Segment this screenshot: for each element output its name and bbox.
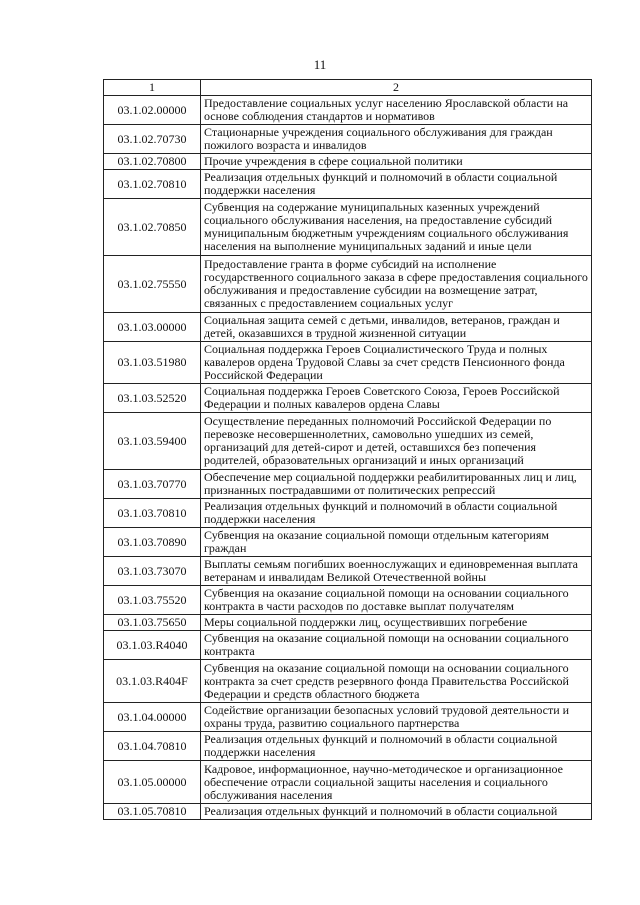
row-code: 03.1.05.00000 bbox=[104, 761, 201, 804]
row-code: 03.1.03.70890 bbox=[104, 528, 201, 557]
table-row bbox=[104, 703, 592, 732]
table-row bbox=[104, 96, 592, 125]
table-row bbox=[104, 154, 592, 170]
table-row bbox=[104, 413, 592, 470]
row-code: 03.1.03.R404F bbox=[104, 660, 201, 703]
row-code: 03.1.03.52520 bbox=[104, 384, 201, 413]
row-name: Прочие учреждения в сфере социальной политики bbox=[201, 154, 592, 170]
row-name: Социальная защита семей с детьми, инвалидов, ветеранов, граждан и детей, оказавшихся в трудной жизненной ситуации bbox=[201, 313, 592, 342]
table-row bbox=[104, 499, 592, 528]
row-code: 03.1.02.00000 bbox=[104, 96, 201, 125]
table-row bbox=[104, 732, 592, 761]
table-row bbox=[104, 342, 592, 384]
row-name: Выплаты семьям погибших военнослужащих и единовременная выплата ветеранам и инвалидам Великой Отечественной войны bbox=[201, 557, 592, 586]
row-name: Кадровое, информационное, научно-методическое и организационное обеспечение отрасли социальной защиты населения и социального обслуживания населения bbox=[201, 761, 592, 804]
table-row bbox=[104, 528, 592, 557]
table-header-row bbox=[104, 80, 592, 96]
table-row bbox=[104, 170, 592, 199]
row-name: Социальная поддержка Героев Советского Союза, Героев Российской Федерации и полных кавалеров ордена Славы bbox=[201, 384, 592, 413]
row-name: Социальная поддержка Героев Социалистического Труда и полных кавалеров ордена Трудовой Славы за счет средств Пенсионного фонда Российской Федерации bbox=[201, 342, 592, 384]
table-row bbox=[104, 586, 592, 615]
row-code: 03.1.04.70810 bbox=[104, 732, 201, 761]
table-row bbox=[104, 199, 592, 256]
table-row bbox=[104, 804, 592, 820]
row-code: 03.1.03.75520 bbox=[104, 586, 201, 615]
table-row bbox=[104, 557, 592, 586]
row-code: 03.1.03.59400 bbox=[104, 413, 201, 470]
row-name: Содействие организации безопасных условий трудовой деятельности и охраны труда, развитию социального партнерства bbox=[201, 703, 592, 732]
row-name: Субвенция на оказание социальной помощи на основании социального контракта bbox=[201, 631, 592, 660]
table-row bbox=[104, 313, 592, 342]
row-name: Обеспечение мер социальной поддержки реабилитированных лиц и лиц, признанных пострадавшими от политических репрессий bbox=[201, 470, 592, 499]
table-row bbox=[104, 761, 592, 804]
row-name: Субвенция на содержание муниципальных казенных учреждений социального обслуживания населения, на предоставление субсидий муниципальным бюджетным учреждениям социального обслуживания населения на выполнение муниципальных заданий и иные цели bbox=[201, 199, 592, 256]
row-name: Субвенция на оказание социальной помощи на основании социального контракта в части расходов по доставке выплат получателям bbox=[201, 586, 592, 615]
row-code: 03.1.02.70850 bbox=[104, 199, 201, 256]
row-name: Предоставление социальных услуг населению Ярославской области на основе соблюдения стандартов и нормативов bbox=[201, 96, 592, 125]
row-code: 03.1.02.70800 bbox=[104, 154, 201, 170]
table-row bbox=[104, 631, 592, 660]
row-code: 03.1.05.70810 bbox=[104, 804, 201, 820]
table-body bbox=[104, 96, 592, 820]
row-name: Реализация отдельных функций и полномочий в области социальной поддержки населения bbox=[201, 732, 592, 761]
table-row bbox=[104, 125, 592, 154]
row-name: Осуществление переданных полномочий Российской Федерации по перевозке несовершеннолетних, самовольно ушедших из семей, организаций для детей-сирот и детей, оставшихся без попечения родителей, образовательных организаций и иных организаций bbox=[201, 413, 592, 470]
row-code: 03.1.03.73070 bbox=[104, 557, 201, 586]
column-header-name: 2 bbox=[201, 80, 592, 96]
row-name: Стационарные учреждения социального обслуживания для граждан пожилого возраста и инвалидов bbox=[201, 125, 592, 154]
row-name: Реализация отдельных функций и полномочий в области социальной поддержки населения bbox=[201, 170, 592, 199]
table-row bbox=[104, 660, 592, 703]
row-name: Субвенция на оказание социальной помощи на основании социального контракта за счет средств резервного фонда Правительства Российской Федерации и средств областного бюджета bbox=[201, 660, 592, 703]
table-row bbox=[104, 256, 592, 313]
row-name: Предоставление гранта в форме субсидий на исполнение государственного социального заказа в сфере предоставления социального обслуживания и предоставление субсидии на возмещение затрат, связанных с предоставлением социальных услуг bbox=[201, 256, 592, 313]
row-name: Реализация отдельных функций и полномочий в области социальной поддержки населения bbox=[201, 499, 592, 528]
row-code: 03.1.03.70770 bbox=[104, 470, 201, 499]
row-code: 03.1.04.00000 bbox=[104, 703, 201, 732]
row-name: Меры социальной поддержки лиц, осуществивших погребение bbox=[201, 615, 592, 631]
row-code: 03.1.03.75650 bbox=[104, 615, 201, 631]
row-name: Реализация отдельных функций и полномочий в области социальной bbox=[201, 804, 592, 820]
budget-classification-table bbox=[103, 79, 592, 820]
page-number: 11 bbox=[313, 57, 327, 72]
column-header-code: 1 bbox=[104, 80, 201, 96]
row-code: 03.1.02.75550 bbox=[104, 256, 201, 313]
row-code: 03.1.03.70810 bbox=[104, 499, 201, 528]
table-row bbox=[104, 615, 592, 631]
row-code: 03.1.02.70810 bbox=[104, 170, 201, 199]
table-row bbox=[104, 470, 592, 499]
row-code: 03.1.03.R4040 bbox=[104, 631, 201, 660]
table-row bbox=[104, 384, 592, 413]
row-name: Субвенция на оказание социальной помощи отдельным категориям граждан bbox=[201, 528, 592, 557]
row-code: 03.1.03.00000 bbox=[104, 313, 201, 342]
row-code: 03.1.03.51980 bbox=[104, 342, 201, 384]
row-code: 03.1.02.70730 bbox=[104, 125, 201, 154]
